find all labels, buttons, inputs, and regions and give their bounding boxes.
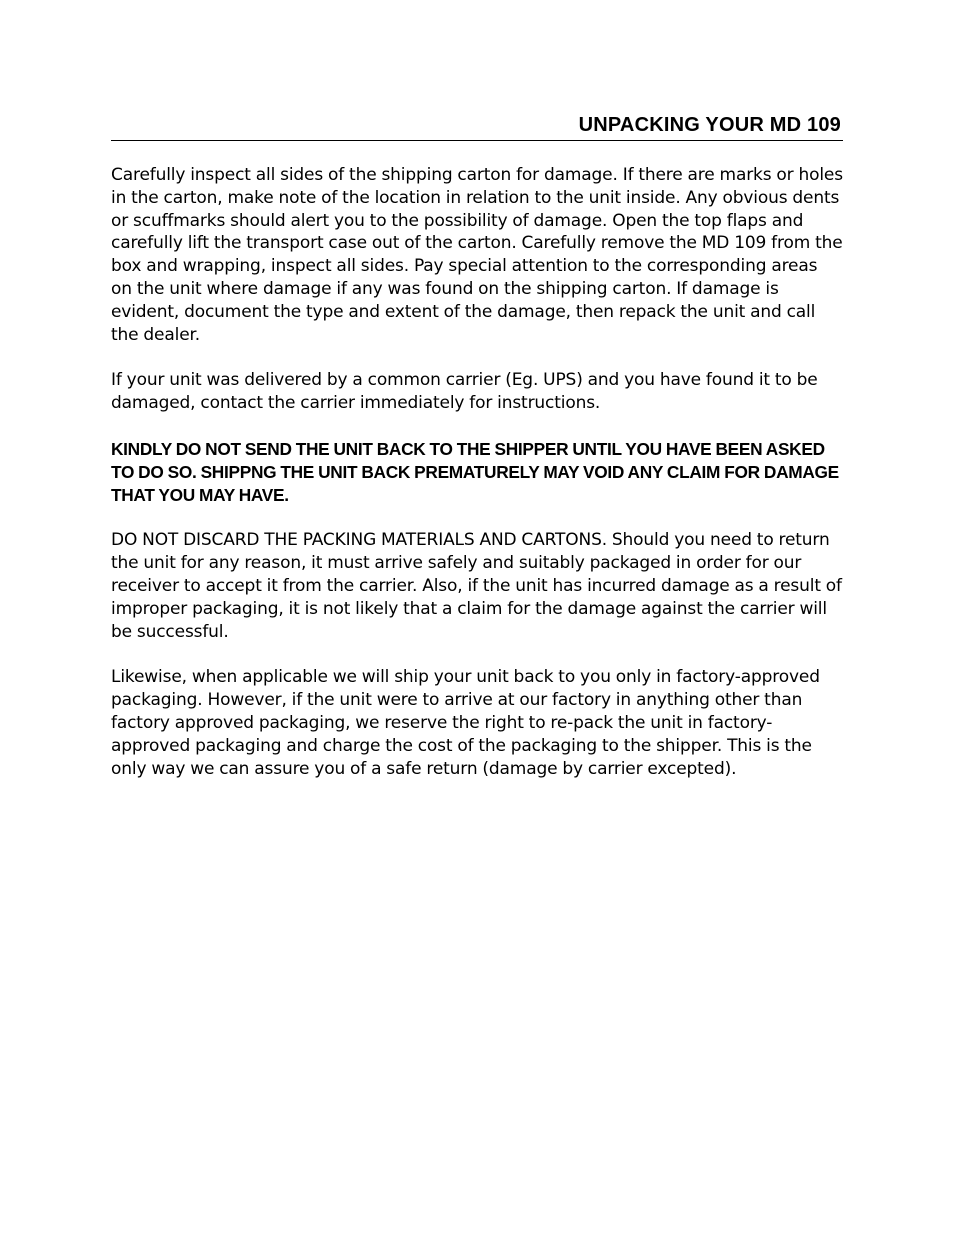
title-rule — [111, 140, 843, 141]
body-text — [111, 164, 843, 780]
paragraph-common-carrier: If your unit was delivered by a common carrier (Eg. UPS) and you have found it to be damaged, contact the carrier immediately for instructions. — [111, 370, 818, 414]
paragraph-warning: KINDLY DO NOT SEND THE UNIT BACK TO THE SHIPPER UNTIL YOU HAVE BEEN ASKED TO DO SO. SHIPPNG THE UNIT BACK PREMATURELY MAY VOID ANY CLAIM FOR DAMAGE THAT YOU MAY HAVE. — [111, 438, 839, 505]
paragraph-factory-packaging: Likewise, when applicable we will ship your unit back to you only in factory-approved packaging. However, if the unit were to arrive at our factory in anything other than factory approved packaging, we reserve the right to re-pack the unit in factory-approved packaging and charge the cost of the packaging to the shipper. This is the only way we can assure you of a safe return (damage by carrier excepted). — [111, 667, 820, 779]
paragraph-packing-materials: DO NOT DISCARD THE PACKING MATERIALS AND CARTONS. Should you need to return the unit for any reason, it must arrive safely and suitably packaged in order for our receiver to accept it from the carrier. Also, if the unit has incurred damage as a result of improper packaging, it is not likely that a claim for the damage against the carrier will be successful. — [111, 530, 842, 642]
section-title: UNPACKING YOUR MD 109 — [578, 114, 841, 136]
paragraph-inspect-carton: Carefully inspect all sides of the shipping carton for damage. If there are marks or holes in the carton, make note of the location in relation to the unit inside. Any obvious dents or scuffmarks should alert you to the possibility of damage. Open the top flaps and carefully lift the transport case out of the carton. Carefully remove the MD 109 from the box and wrapping, inspect all sides. Pay special attention to the corresponding areas on the unit where damage if any was found on the shipping carton. If damage is evident, document the type and extent of the damage, then repack the unit and call the dealer. — [111, 165, 843, 345]
manual-page — [111, 112, 843, 803]
